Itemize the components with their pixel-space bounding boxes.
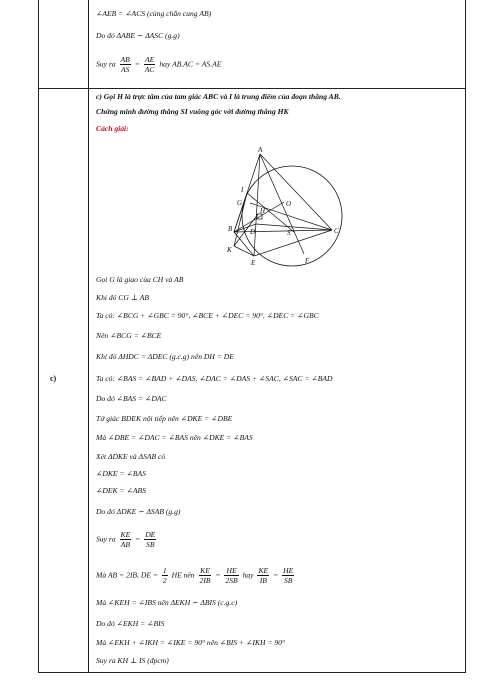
solution-line-5: Khi đó ΔHDC = ΔDEC (g.c.g) nên DH = DE — [96, 352, 234, 361]
solution-line-3: Ta có: ∠BCG + ∠GBC = 90°, ∠BCE + ∠DEC = 90°, ∠DEC = ∠GBC — [96, 311, 319, 320]
top-line-3 — [96, 55, 221, 74]
segment-ce — [254, 230, 332, 256]
label-c: C — [334, 227, 339, 235]
solution-line-15 — [96, 566, 296, 585]
fraction-numerator: HE — [283, 566, 294, 575]
solution-line-19: Suy ra KH ⊥ IS (đpcm) — [96, 656, 169, 665]
solution-line-1: Gọi G là giao của CH và AB — [96, 275, 184, 284]
segment-dc — [256, 224, 332, 230]
solution-line-15-part-a: Mà AB = 2IB, DE = — [96, 570, 158, 580]
fraction-ke-ab — [120, 530, 132, 549]
solution-line-15-part-b: HE nên — [171, 570, 195, 580]
problem-line-2: Chứng minh đường thẳng SI vuông góc với đường thẳng HK — [96, 107, 289, 116]
solution-line-13: Do đó ΔDKE ∽ ΔSAB (g.g) — [96, 507, 181, 516]
fraction-numerator: KE — [120, 530, 131, 539]
solution-line-12: ∠DEK = ∠ABS — [96, 486, 146, 495]
fraction-ae-ac — [144, 55, 156, 74]
fraction-numerator: HE — [224, 566, 238, 576]
label-s: S — [287, 229, 291, 237]
solution-line-6: Ta có: ∠BAS = ∠BAD + ∠DAS, ∠DAC = ∠DAS + ∠SAC, ∠SAC = ∠BAD — [96, 374, 333, 383]
fraction-ke-ib — [257, 566, 269, 585]
solution-line-11: ∠DKE = ∠BAS — [96, 469, 146, 478]
fraction-denominator: 2IB — [199, 576, 211, 585]
label-o: O — [286, 200, 292, 208]
solution-line-16: Mà ∠KEH = ∠IBS nên ΔEKH ∽ ΔBIS (c.g.c) — [96, 598, 238, 607]
fraction-ab-as — [120, 55, 131, 74]
solution-heading: Cách giải: — [96, 124, 129, 133]
top-line-1: ∠AEB = ∠ACS (cùng chắn cung AB) — [96, 9, 212, 18]
solution-line-17: Do đó ∠EKH = ∠BIS — [96, 619, 165, 628]
solution-line-7: Do đó ∠BAS = ∠DAC — [96, 394, 167, 403]
label-a: A — [258, 146, 263, 154]
hay-word: hay — [242, 570, 254, 580]
solution-line-9: Mà ∠DBE = ∠DAC = ∠BAS nên ∠DKE = ∠BAS — [96, 433, 253, 442]
label-k: K — [227, 246, 232, 254]
segment-ke — [234, 246, 254, 256]
solution-line-14 — [96, 530, 158, 549]
label-e: E — [251, 259, 256, 267]
fraction-he-2sb — [224, 566, 238, 585]
solution-line-2: Khi đó CG ⊥ AB — [96, 293, 149, 302]
fraction-denominator: SB — [283, 576, 293, 585]
top-line-3-suffix: hay AB.AC = AS.AE — [159, 59, 222, 69]
label-d: D — [250, 228, 256, 236]
fraction-numerator: KE — [200, 566, 210, 575]
solution-line-14-prefix: Suy ra — [96, 534, 116, 544]
equals-sign: = — [215, 570, 221, 580]
label-h: H — [260, 207, 266, 215]
fraction-de-sb — [144, 530, 156, 549]
label-i: I — [241, 186, 244, 194]
top-line-2: Do đó ΔABE ∽ ΔASC (g.g) — [96, 31, 180, 40]
solution-line-8: Tứ giác BDEK nội tiếp nên ∠DKE = ∠DBE — [96, 414, 233, 423]
fraction-denominator: AC — [144, 65, 155, 74]
fraction-ke-2ib — [199, 566, 212, 585]
fraction-numerator: AE — [144, 55, 155, 64]
column-divider — [88, 0, 89, 672]
fraction-denominator: AS — [120, 65, 130, 74]
equals-sign: = — [135, 534, 141, 544]
segment-bc — [234, 230, 332, 232]
fraction-he-sb — [282, 566, 294, 585]
fraction-denominator: 2 — [162, 576, 167, 585]
row-label: c) — [50, 374, 57, 383]
equals-sign: = — [134, 59, 140, 69]
solution-line-18: Mà ∠EKH + ∠IKH = ∠IKE = 90° nên ∠BIS + ∠IKH = 90° — [96, 638, 286, 647]
solution-line-4: Nên ∠BCG = ∠BCE — [96, 331, 162, 340]
fraction-denominator: SB — [146, 540, 155, 549]
fraction-numerator: 1 — [162, 566, 167, 575]
top-line-3-prefix: Suy ra — [96, 59, 116, 69]
label-g: G — [237, 199, 243, 207]
fraction-denominator: 2SB — [225, 576, 238, 585]
fraction-numerator: KE — [258, 566, 269, 575]
fraction-one-half — [162, 566, 168, 585]
problem-line-1: c) Gọi H là trực tâm của tam giác ABC và I là trung điểm của đoạn thẳng AB. — [96, 92, 341, 101]
fraction-denominator: AB — [120, 540, 131, 549]
solution-line-10: Xét ΔDKE và ΔSAB có — [96, 452, 166, 461]
equals-sign: = — [273, 570, 279, 580]
segment-ac — [260, 154, 332, 230]
label-f: F — [305, 257, 310, 265]
fraction-numerator: AB — [120, 55, 130, 64]
label-b: B — [228, 225, 233, 233]
fraction-denominator: IB — [259, 576, 267, 585]
geometry-figure — [224, 146, 354, 272]
fraction-numerator: DE — [145, 530, 156, 539]
segment-af — [260, 154, 304, 254]
